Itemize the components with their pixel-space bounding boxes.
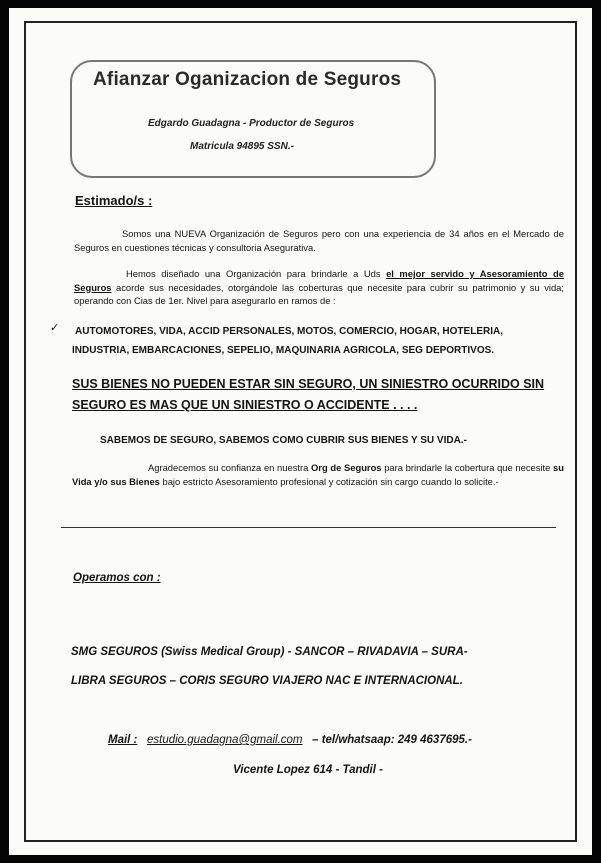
gratitude-text-c: para brindarle la cobertura que necesite [384, 462, 551, 473]
warning-line-2: SEGURO ES MAS QUE UN SINIESTRO O ACCIDENTE . . . . [72, 398, 418, 412]
companies-line-2: LIBRA SEGUROS – CORIS SEGURO VIAJERO NAC E INTERNACIONAL. [71, 675, 463, 687]
services-highlight: el mejor servido y Asesoramiento de Seguros [74, 268, 564, 293]
companies-line-1: SMG SEGUROS (Swiss Medical Group) - SANCOR – RIVADAVIA – SURA- [71, 646, 468, 658]
services-paragraph [74, 267, 564, 308]
services-text-before: Hemos diseñado una Organización para brindarle a Uds [126, 268, 381, 279]
document-sheet [9, 8, 592, 855]
greeting-heading: Estimado/s : [75, 193, 153, 208]
mail-address-link[interactable]: estudio.guadagna@gmail.com [146, 734, 303, 746]
gratitude-vida-bienes: su Vida y/o sus Bienes [72, 462, 564, 487]
gratitude-org: Org de Seguros [311, 462, 382, 473]
matricula-line: Matricula 94895 SSN.- [190, 141, 294, 152]
producer-line: Edgardo Guadagna - Productor de Seguros [148, 118, 355, 129]
gratitude-text-e: bajo estricto Asesoramiento profesional y cotización sin cargo cuando lo solicite.- [162, 475, 499, 487]
gratitude-paragraph [72, 461, 564, 488]
section-divider [61, 527, 556, 528]
contact-line [108, 734, 472, 746]
warning-line-1: SUS BIENES NO PUEDEN ESTAR SIN SEGURO, UN SINIESTRO OCURRIDO SIN [72, 377, 545, 391]
mail-label: Mail : [108, 734, 138, 746]
checkmark-icon: ✓ [50, 322, 60, 334]
phone-text: – tel/whatsaap: 249 4637695.- [312, 734, 472, 746]
insurance-lines-2: INDUSTRIA, EMBARCACIONES, SEPELIO, MAQUINARIA AGRICOLA, SEG DEPORTIVOS. [72, 345, 495, 356]
organization-title: Afianzar Oganizacion de Seguros [93, 69, 402, 90]
address-line: Vicente Lopez 614 - Tandil - [233, 764, 383, 776]
intro-paragraph: Somos una NUEVA Organización de Seguros pero con una experiencia de 34 años en el Mercado de Seguros en cuestiones técnicas y consultoria Asegurativa. [74, 228, 564, 253]
sabemos-line: SABEMOS DE SEGURO, SABEMOS COMO CUBRIR SUS BIENES Y SU VIDA.- [100, 435, 467, 446]
insurance-lines-1: AUTOMOTORES, VIDA, ACCID PERSONALES, MOTOS, COMERCIO, HOGAR, HOTELERIA, [75, 326, 503, 337]
gratitude-text-a: Agradecemos su confianza en nuestra [148, 462, 309, 473]
operamos-heading: Operamos con : [73, 572, 161, 584]
services-text-after: acorde sus necesidades, otorgándole las coberturas que necesite para cubrir su patrimonio y su vida; operando con Cias de 1er. Nivel para asegurarlo en ramos de : [74, 281, 564, 306]
